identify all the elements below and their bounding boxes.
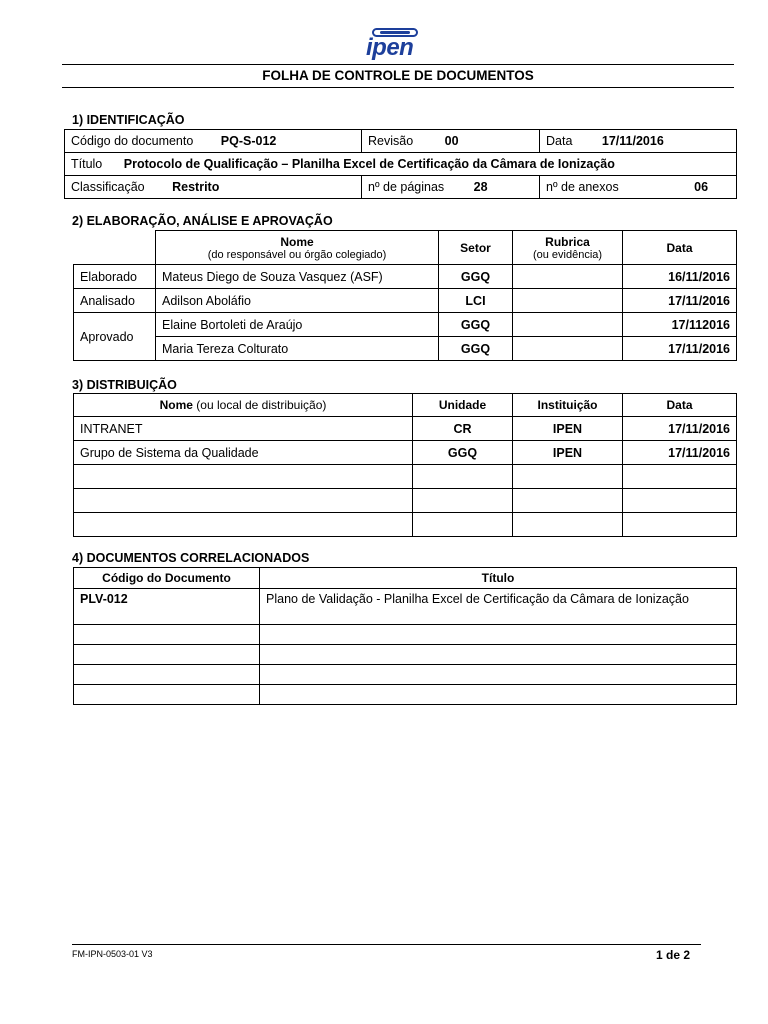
distribution-name — [74, 513, 413, 537]
distribution-name — [74, 489, 413, 513]
distribution-institution — [513, 489, 623, 513]
related-code — [74, 645, 260, 665]
approval-name: Elaine Bortoleti de Araújo — [156, 313, 439, 337]
distribution-date — [623, 489, 737, 513]
footer-form-code: FM-IPN-0503-01 V3 — [72, 949, 153, 959]
table-row — [74, 313, 737, 337]
table-row — [74, 265, 737, 289]
id-date-value: 17/11/2016 — [601, 134, 664, 148]
id-code-value: PQ-S-012 — [220, 134, 277, 148]
id-date-cell — [540, 130, 737, 153]
document-title: FOLHA DE CONTROLE DE DOCUMENTOS — [262, 68, 534, 83]
approval-col-sector: Setor — [439, 231, 513, 265]
approval-sector: GGQ — [439, 337, 513, 361]
approval-date: 16/11/2016 — [623, 265, 737, 289]
id-revision-value: 00 — [444, 134, 459, 148]
approval-date: 17/11/2016 — [623, 289, 737, 313]
ipen-logo — [362, 28, 424, 61]
footer-rule — [72, 944, 701, 945]
related-title: Plano de Validação - Planilha Excel de Certificação da Câmara de Ionização — [260, 589, 737, 625]
approval-rubric — [513, 289, 623, 313]
approval-name: Adilson Aboláfio — [156, 289, 439, 313]
table-row — [74, 665, 737, 685]
distribution-col-date: Data — [623, 394, 737, 417]
distribution-unit: GGQ — [413, 441, 513, 465]
table-row — [74, 337, 737, 361]
distribution-name: INTRANET — [74, 417, 413, 441]
distribution-col-name-bold: Nome — [159, 398, 193, 412]
approval-rubric — [513, 265, 623, 289]
section-distribution-heading: 3) DISTRIBUIÇÃO — [72, 378, 177, 392]
table-row — [74, 685, 737, 705]
distribution-unit — [413, 513, 513, 537]
approval-col-name-sub: (do responsável ou órgão colegiado) — [207, 248, 387, 261]
id-classification-value: Restrito — [172, 180, 220, 194]
id-annex-label: nº de anexos — [546, 180, 619, 194]
distribution-col-institution: Instituição — [513, 394, 623, 417]
related-title — [260, 625, 737, 645]
id-pages-value: 28 — [473, 180, 488, 194]
table-row — [74, 465, 737, 489]
id-date-label: Data — [546, 134, 573, 148]
id-revision-label: Revisão — [368, 134, 414, 148]
distribution-col-unit: Unidade — [413, 394, 513, 417]
related-col-title: Título — [260, 568, 737, 589]
id-title-cell — [65, 153, 737, 176]
table-row — [74, 441, 737, 465]
approval-col-date: Data — [623, 231, 737, 265]
related-code: PLV-012 — [74, 589, 260, 625]
distribution-institution: IPEN — [513, 441, 623, 465]
approval-name: Mateus Diego de Souza Vasquez (ASF) — [156, 265, 439, 289]
table-row — [74, 289, 737, 313]
id-annex-value: 06 — [694, 180, 709, 194]
approval-sector: GGQ — [439, 265, 513, 289]
logo-text: ipen — [366, 34, 414, 61]
title-top-rule — [62, 64, 734, 65]
distribution-date — [623, 513, 737, 537]
id-pages-cell — [362, 176, 540, 199]
section-approval-heading: 2) ELABORAÇÃO, ANÁLISE E APROVAÇÃO — [72, 214, 333, 228]
distribution-institution: IPEN — [513, 417, 623, 441]
id-classification-label: Classificação — [71, 180, 145, 194]
approval-date: 17/112016 — [623, 313, 737, 337]
title-bottom-rule — [62, 87, 734, 88]
id-annex-cell — [540, 176, 737, 199]
id-revision-cell — [362, 130, 540, 153]
distribution-date: 17/11/2016 — [623, 441, 737, 465]
approval-rubric — [513, 313, 623, 337]
distribution-date: 17/11/2016 — [623, 417, 737, 441]
approval-rubric — [513, 337, 623, 361]
table-row — [74, 589, 737, 625]
related-title — [260, 685, 737, 705]
approval-sector: LCI — [439, 289, 513, 313]
table-row — [74, 513, 737, 537]
distribution-unit: CR — [413, 417, 513, 441]
id-code-cell — [65, 130, 362, 153]
approval-corner-cell — [74, 231, 156, 265]
footer-page-number: 1 de 2 — [656, 948, 691, 962]
related-title — [260, 665, 737, 685]
distribution-date — [623, 465, 737, 489]
section-identification-heading: 1) IDENTIFICAÇÃO — [72, 113, 185, 127]
distribution-unit — [413, 465, 513, 489]
id-pages-label: nº de páginas — [368, 180, 445, 194]
distribution-institution — [513, 465, 623, 489]
approval-col-name — [156, 231, 439, 265]
approval-col-rubric-sub: (ou evidência) — [532, 248, 603, 261]
table-row — [74, 417, 737, 441]
id-title-value: Protocolo de Qualificação – Planilha Excel de Certificação da Câmara de Ionização — [123, 157, 615, 171]
approval-name: Maria Tereza Colturato — [156, 337, 439, 361]
distribution-table — [73, 393, 737, 537]
distribution-col-name — [74, 394, 413, 417]
approval-role: Aprovado — [74, 313, 156, 361]
distribution-name: Grupo de Sistema da Qualidade — [74, 441, 413, 465]
section-related-heading: 4) DOCUMENTOS CORRELACIONADOS — [72, 551, 310, 565]
id-classification-cell — [65, 176, 362, 199]
approval-col-rubric — [513, 231, 623, 265]
related-col-code: Código do Documento — [74, 568, 260, 589]
table-row — [74, 625, 737, 645]
related-table — [73, 567, 737, 705]
id-title-label: Título — [71, 157, 103, 171]
approval-date: 17/11/2016 — [623, 337, 737, 361]
approval-role: Elaborado — [74, 265, 156, 289]
distribution-name — [74, 465, 413, 489]
identification-table — [64, 129, 737, 199]
approval-sector: GGQ — [439, 313, 513, 337]
distribution-col-name-rest: (ou local de distribuição) — [192, 398, 327, 412]
approval-col-name-title: Nome — [280, 234, 314, 249]
table-row — [74, 489, 737, 513]
table-row — [74, 645, 737, 665]
id-code-label: Código do documento — [71, 134, 194, 148]
related-code — [74, 685, 260, 705]
approval-role: Analisado — [74, 289, 156, 313]
related-title — [260, 645, 737, 665]
distribution-institution — [513, 513, 623, 537]
distribution-unit — [413, 489, 513, 513]
related-code — [74, 665, 260, 685]
approval-col-rubric-title: Rubrica — [545, 234, 590, 249]
related-code — [74, 625, 260, 645]
approval-table — [73, 230, 737, 361]
